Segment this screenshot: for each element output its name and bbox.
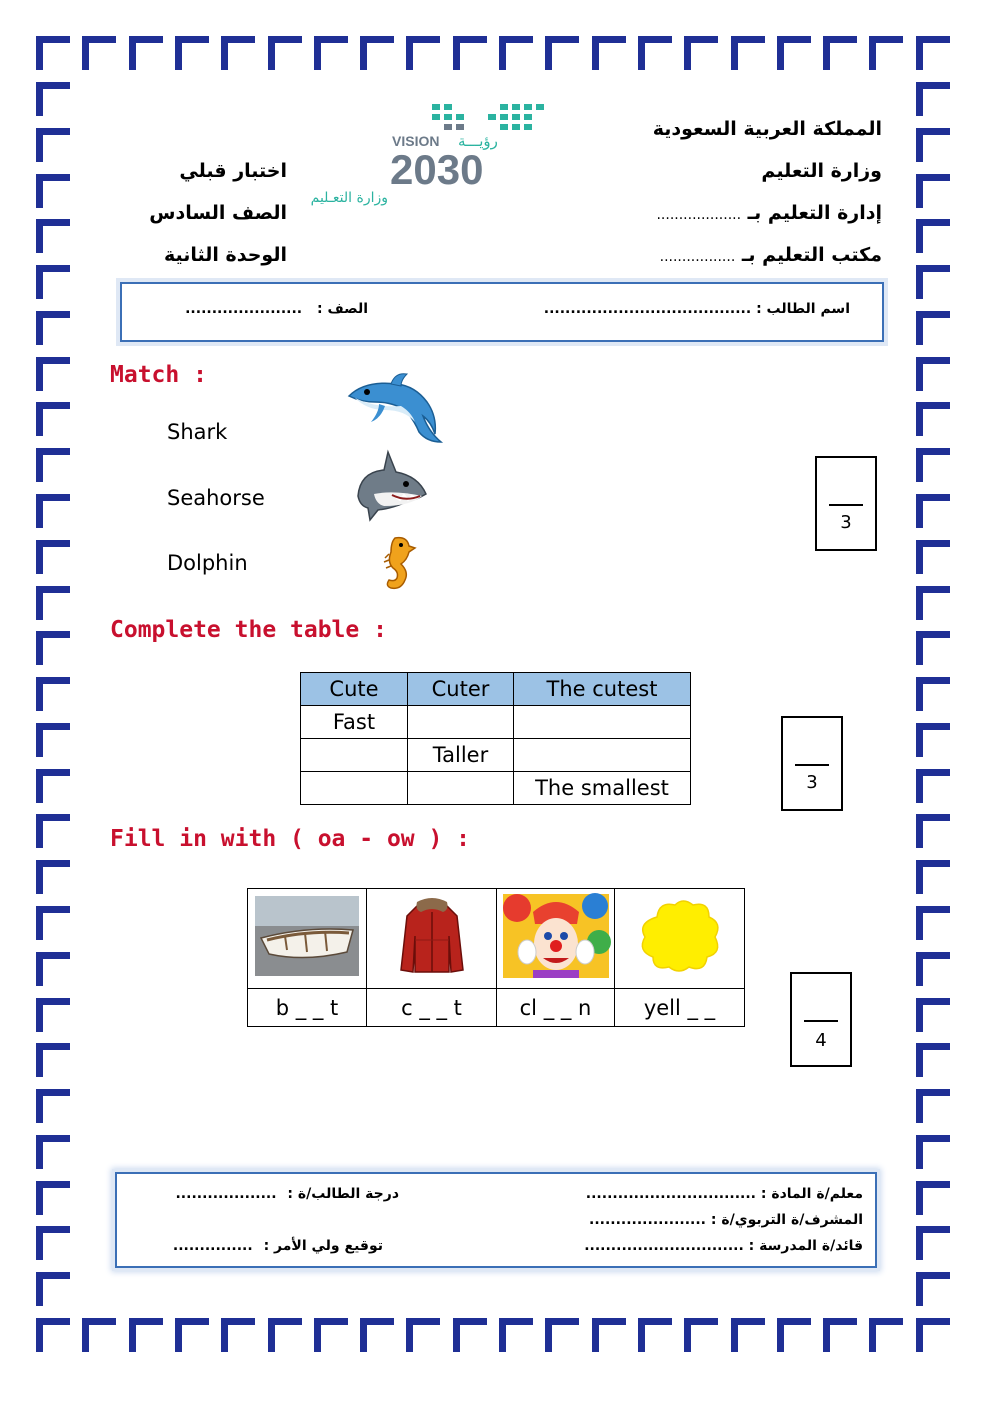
border-bracket xyxy=(916,448,950,482)
border-bracket xyxy=(268,36,302,70)
border-bracket xyxy=(916,1272,950,1306)
fill-word-row xyxy=(248,989,745,1027)
table-cell-blank[interactable] xyxy=(514,706,691,739)
border-bracket xyxy=(36,906,70,940)
match-title: Match : xyxy=(110,362,207,388)
score-fraction-line xyxy=(804,1020,838,1022)
fill-score-total: 4 xyxy=(815,1030,827,1051)
border-bracket xyxy=(916,357,950,391)
border-bracket xyxy=(777,36,811,70)
border-bracket xyxy=(36,36,70,70)
table-cell: Fast xyxy=(301,706,408,739)
office-label: مكتب التعليم بـ xyxy=(741,244,882,266)
table-header-cell: The cutest xyxy=(514,673,691,706)
table-cell-blank[interactable] xyxy=(514,739,691,772)
border-bracket xyxy=(36,82,70,116)
border-bracket xyxy=(916,36,950,70)
border-bracket xyxy=(916,311,950,345)
complete-table-title: Complete the table : xyxy=(110,617,387,643)
table-cell-blank[interactable] xyxy=(301,739,408,772)
score-fraction-line xyxy=(795,764,829,766)
border-bracket xyxy=(916,586,950,620)
border-bracket xyxy=(36,1318,70,1352)
fill-blank-coat[interactable]: c _ _ t xyxy=(367,989,497,1027)
table-header-cell: Cute xyxy=(301,673,408,706)
fill-image-cell xyxy=(248,889,367,989)
fill-in-table xyxy=(247,888,745,1027)
fill-image-cell xyxy=(615,889,745,989)
border-bracket xyxy=(916,128,950,162)
border-bracket xyxy=(36,174,70,208)
border-bracket xyxy=(499,1318,533,1352)
directorate-label: إدارة التعليم بـ xyxy=(747,202,882,224)
border-bracket xyxy=(869,36,903,70)
student-grade-label: درجة الطالب/ة : xyxy=(287,1186,399,1202)
parent-signature-line xyxy=(173,1238,383,1254)
teacher-line xyxy=(586,1186,863,1202)
border-bracket xyxy=(916,1089,950,1123)
border-bracket xyxy=(36,1135,70,1169)
border-bracket xyxy=(36,998,70,1032)
logo-vision-text: VISION xyxy=(392,133,440,149)
student-name-label: اسم الطالب : xyxy=(756,301,850,317)
border-bracket xyxy=(916,540,950,574)
border-bracket xyxy=(916,82,950,116)
teacher-label: معلم/ة المادة : xyxy=(760,1186,863,1202)
fill-blank-yellow[interactable]: yell _ _ xyxy=(615,989,745,1027)
border-bracket xyxy=(82,1318,116,1352)
supervisor-blank[interactable]: ...................... xyxy=(589,1212,707,1228)
signature-box xyxy=(115,1172,877,1268)
border-bracket xyxy=(36,769,70,803)
border-bracket xyxy=(268,1318,302,1352)
teacher-blank[interactable]: ................................ xyxy=(585,1186,756,1202)
match-score-total: 3 xyxy=(840,512,852,533)
border-bracket xyxy=(638,1318,672,1352)
border-bracket xyxy=(406,1318,440,1352)
border-bracket xyxy=(129,1318,163,1352)
border-bracket xyxy=(592,36,626,70)
office-blank[interactable]: ................. xyxy=(659,249,736,265)
border-bracket xyxy=(916,769,950,803)
student-class-label: الصف : xyxy=(317,301,368,317)
student-grade-blank[interactable]: ................... xyxy=(175,1186,277,1202)
border-bracket xyxy=(823,36,857,70)
score-fraction-line xyxy=(829,504,863,506)
border-bracket xyxy=(916,998,950,1032)
border-bracket xyxy=(36,1043,70,1077)
border-bracket xyxy=(175,36,209,70)
match-score-box xyxy=(815,456,877,551)
border-bracket xyxy=(36,357,70,391)
seahorse-image[interactable] xyxy=(381,534,417,592)
boat-image[interactable] xyxy=(255,896,359,976)
border-bracket xyxy=(36,494,70,528)
principal-label: قائد/ة المدرسة : xyxy=(748,1238,863,1254)
border-bracket xyxy=(916,1135,950,1169)
border-bracket xyxy=(453,36,487,70)
border-bracket xyxy=(916,631,950,665)
border-bracket xyxy=(453,1318,487,1352)
coat-image[interactable] xyxy=(397,896,467,976)
border-bracket xyxy=(36,677,70,711)
border-bracket xyxy=(545,1318,579,1352)
match-word-shark: Shark xyxy=(167,420,228,444)
border-bracket xyxy=(916,1318,950,1352)
fill-image-cell xyxy=(497,889,615,989)
unit-title: الوحدة الثانية xyxy=(163,244,287,266)
directorate-line xyxy=(656,202,882,224)
border-bracket xyxy=(406,36,440,70)
border-bracket xyxy=(36,723,70,757)
border-bracket xyxy=(916,1181,950,1215)
principal-line xyxy=(584,1238,863,1254)
grade-title: الصف السادس xyxy=(149,202,287,224)
border-bracket xyxy=(360,1318,394,1352)
border-bracket xyxy=(129,36,163,70)
border-bracket xyxy=(916,219,950,253)
fill-blank-boat[interactable]: b _ _ t xyxy=(248,989,367,1027)
border-bracket xyxy=(36,1226,70,1260)
table-cell: Taller xyxy=(408,739,514,772)
table-cell-blank[interactable] xyxy=(408,706,514,739)
table-row xyxy=(301,772,691,805)
parent-signature-label: توقيع ولي الأمر : xyxy=(263,1238,383,1254)
border-bracket xyxy=(916,1043,950,1077)
border-bracket xyxy=(916,906,950,940)
fill-image-cell xyxy=(367,889,497,989)
student-name-line xyxy=(544,301,850,317)
border-bracket xyxy=(221,36,255,70)
border-bracket xyxy=(36,860,70,894)
student-class-blank[interactable]: ...................... xyxy=(185,301,303,317)
principal-blank[interactable]: .............................. xyxy=(584,1238,744,1254)
border-bracket xyxy=(777,1318,811,1352)
border-bracket xyxy=(916,723,950,757)
office-line xyxy=(660,244,882,266)
border-bracket xyxy=(36,1089,70,1123)
border-bracket xyxy=(638,36,672,70)
match-word-dolphin: Dolphin xyxy=(167,551,248,575)
border-bracket xyxy=(731,36,765,70)
border-bracket xyxy=(592,1318,626,1352)
border-bracket xyxy=(221,1318,255,1352)
border-bracket xyxy=(36,540,70,574)
border-bracket xyxy=(916,1226,950,1260)
border-bracket xyxy=(916,265,950,299)
student-class-line xyxy=(185,301,368,317)
border-bracket xyxy=(916,494,950,528)
logo-dots xyxy=(432,104,544,130)
table-score-box xyxy=(781,716,843,811)
border-bracket xyxy=(36,402,70,436)
table-cell: The smallest xyxy=(514,772,691,805)
supervisor-label: المشرف/ة التربوي/ة : xyxy=(710,1212,863,1228)
table-row xyxy=(301,706,691,739)
border-bracket xyxy=(36,128,70,162)
border-bracket xyxy=(36,448,70,482)
table-header-row xyxy=(301,673,691,706)
border-bracket xyxy=(314,36,348,70)
fill-blank-clown[interactable]: cl _ _ n xyxy=(497,989,615,1027)
student-info-box xyxy=(120,282,884,342)
kingdom-title: المملكة العربية السعودية xyxy=(652,118,882,140)
shark-image[interactable] xyxy=(354,450,430,522)
table-cell-blank[interactable] xyxy=(408,772,514,805)
border-bracket xyxy=(916,814,950,848)
match-word-seahorse: Seahorse xyxy=(167,486,265,510)
border-bracket xyxy=(36,952,70,986)
table-row xyxy=(301,739,691,772)
fill-image-row xyxy=(248,889,745,989)
logo-ministry-ar: وزارة التعـليم xyxy=(310,190,388,206)
border-bracket xyxy=(731,1318,765,1352)
test-type: اختبار قبلي xyxy=(179,160,287,182)
table-score-total: 3 xyxy=(806,772,818,793)
border-bracket xyxy=(499,36,533,70)
parent-signature-blank[interactable]: ............... xyxy=(172,1238,253,1254)
yellow-cloud-image[interactable] xyxy=(637,897,723,975)
border-bracket xyxy=(916,174,950,208)
border-bracket xyxy=(360,36,394,70)
border-bracket xyxy=(36,1272,70,1306)
border-bracket xyxy=(36,814,70,848)
border-bracket xyxy=(916,402,950,436)
border-bracket xyxy=(36,631,70,665)
comparison-table xyxy=(300,672,691,805)
border-bracket xyxy=(823,1318,857,1352)
border-bracket xyxy=(175,1318,209,1352)
border-bracket xyxy=(36,586,70,620)
border-bracket xyxy=(684,1318,718,1352)
border-bracket xyxy=(82,36,116,70)
border-bracket xyxy=(869,1318,903,1352)
fill-score-box xyxy=(790,972,852,1067)
border-bracket xyxy=(684,36,718,70)
table-header-cell: Cuter xyxy=(408,673,514,706)
student-grade-line xyxy=(175,1186,399,1202)
dolphin-image[interactable] xyxy=(345,372,445,448)
fill-in-title: Fill in with ( oa - ow ) : xyxy=(110,826,471,852)
border-bracket xyxy=(36,219,70,253)
logo-year: 2030 xyxy=(390,146,484,193)
table-cell-blank[interactable] xyxy=(301,772,408,805)
ministry-title: وزارة التعليم xyxy=(761,160,882,182)
student-name-blank[interactable]: ....................................... xyxy=(543,301,752,317)
directorate-blank[interactable]: ................... xyxy=(656,207,742,223)
logo-vision-ar: رؤيـــة xyxy=(458,132,498,150)
border-bracket xyxy=(36,265,70,299)
border-bracket xyxy=(916,860,950,894)
supervisor-line xyxy=(589,1212,863,1228)
border-bracket xyxy=(916,677,950,711)
border-bracket xyxy=(36,1181,70,1215)
border-bracket xyxy=(314,1318,348,1352)
border-bracket xyxy=(36,311,70,345)
border-bracket xyxy=(916,952,950,986)
vision-2030-logo xyxy=(310,100,548,208)
border-bracket xyxy=(545,36,579,70)
clown-image[interactable] xyxy=(503,894,609,978)
